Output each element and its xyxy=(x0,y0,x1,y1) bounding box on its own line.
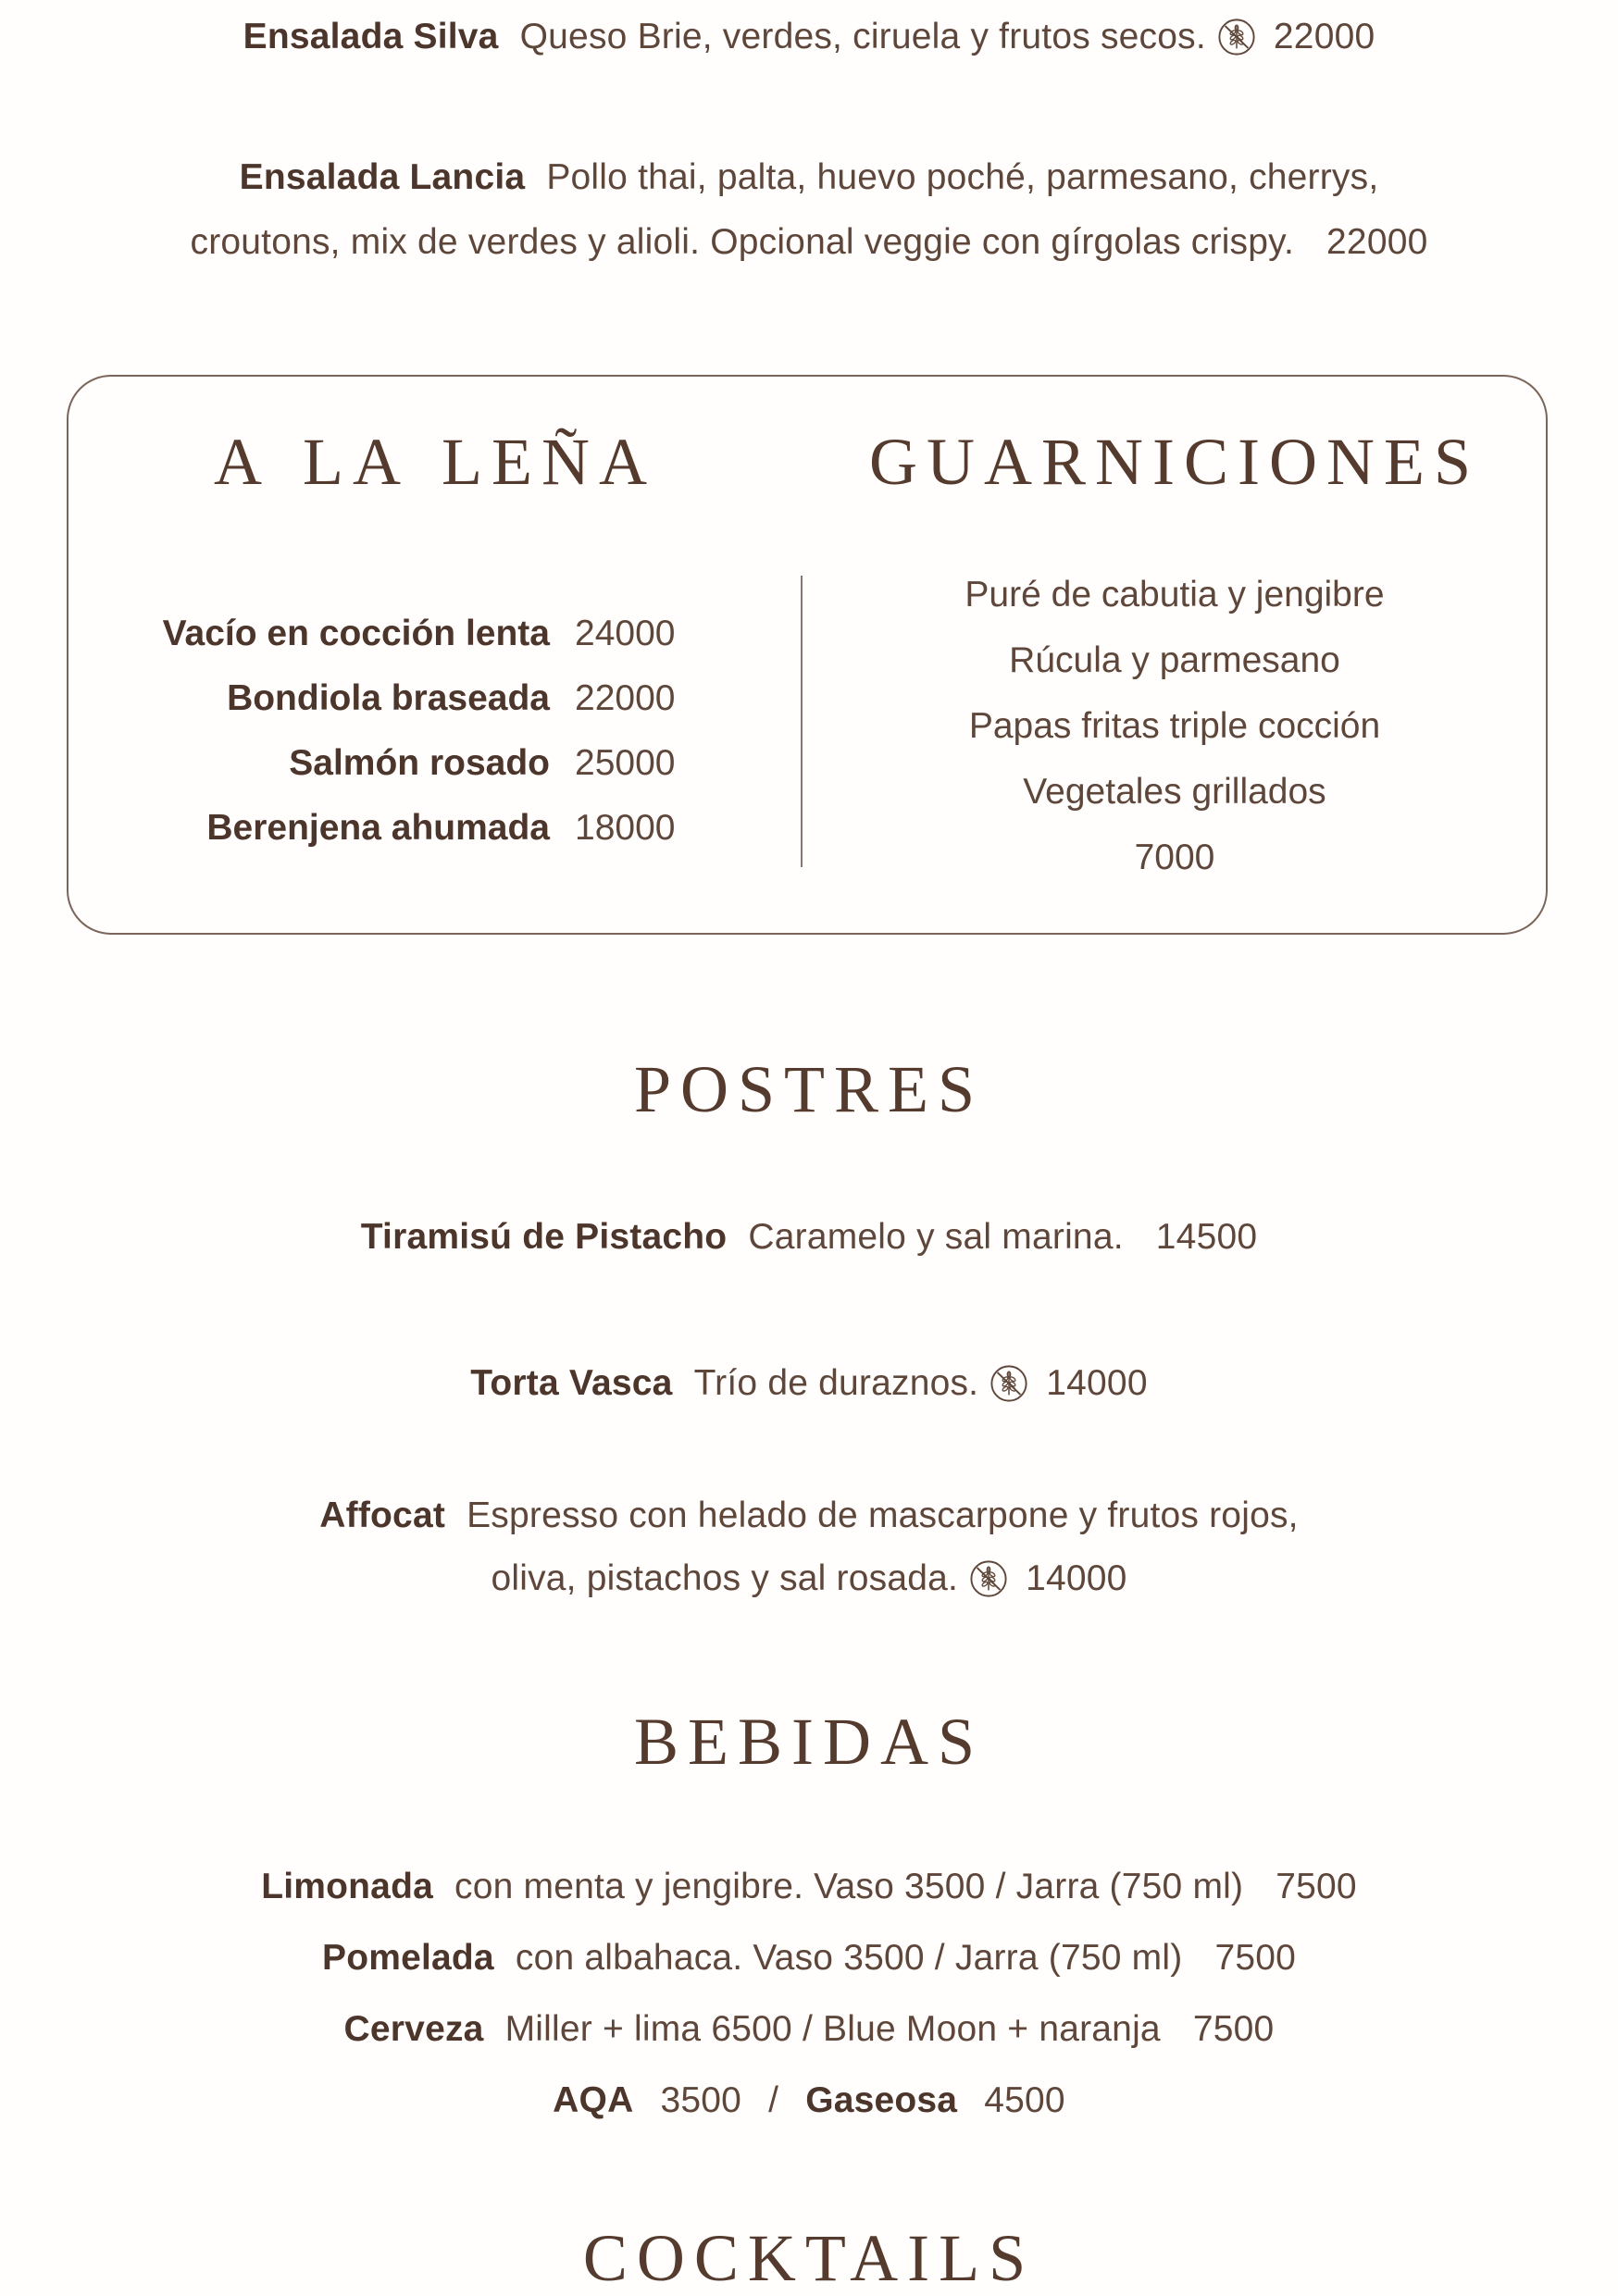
gluten-free-icon xyxy=(969,1556,1008,1619)
bebidas-title: BEBIDAS xyxy=(633,1705,985,1779)
item-description: Trío de duraznos. xyxy=(693,1363,979,1403)
ensalada-silva-line xyxy=(0,11,1618,71)
ensalada-lancia-line1 xyxy=(0,145,1618,210)
limonada-line xyxy=(0,1851,1618,1922)
aqa-gaseosa-line xyxy=(0,2065,1618,2136)
side-item: Vegetales grillados xyxy=(1023,772,1326,812)
item-price: 24000 xyxy=(575,614,676,653)
affocat-block xyxy=(0,1484,1618,1619)
item-description: con albahaca. Vaso 3500 / Jarra (750 ml) xyxy=(515,1938,1183,1978)
item-price: 7500 xyxy=(1214,1938,1296,1978)
item-name: Salmón rosado xyxy=(289,743,550,783)
item-name: Tiramisú de Pistacho xyxy=(360,1217,728,1257)
menu-item-row xyxy=(68,731,802,796)
item-price: 22000 xyxy=(1273,17,1375,56)
a-la-lena-guarniciones-box xyxy=(67,375,1548,935)
item-name: Cerveza xyxy=(343,2009,484,2049)
gluten-free-icon xyxy=(1217,18,1256,71)
item-price: 22000 xyxy=(575,678,676,718)
pomelada-line xyxy=(0,1922,1618,1993)
side-item: Papas fritas triple cocción xyxy=(968,706,1381,746)
item-description: Queso Brie, verdes, ciruela y frutos secos. xyxy=(519,17,1206,56)
item-name: Vacío en cocción lenta xyxy=(162,614,550,653)
item-name: Limonada xyxy=(261,1867,433,1906)
item-name: Ensalada Silva xyxy=(243,17,499,56)
item-price: 14000 xyxy=(1046,1363,1148,1403)
item-price: 18000 xyxy=(575,808,676,848)
item-description: Espresso con helado de mascarpone y frutos rojos, xyxy=(467,1496,1299,1535)
guarniciones-items xyxy=(802,562,1548,890)
item-price: 7500 xyxy=(1276,1867,1357,1906)
item-name: Bondiola braseada xyxy=(227,678,550,718)
item-description: Pollo thai, palta, huevo poché, parmesano, cherrys, xyxy=(546,157,1379,197)
item-name: Ensalada Lancia xyxy=(239,157,526,197)
item-price: 14500 xyxy=(1155,1217,1258,1257)
cerveza-line xyxy=(0,1993,1618,2065)
side-item: Rúcula y parmesano xyxy=(1009,640,1340,680)
item-name: Affocat xyxy=(319,1496,446,1535)
item-price: 22000 xyxy=(1326,222,1428,262)
ensalada-lancia-block xyxy=(0,145,1618,275)
menu-item-row xyxy=(68,666,802,731)
item-name: Gaseosa xyxy=(805,2080,958,2120)
item-name: Torta Vasca xyxy=(470,1363,673,1403)
item-price: 14000 xyxy=(1026,1558,1127,1598)
item-description: Miller + lima 6500 / Blue Moon + naranja xyxy=(504,2009,1161,2049)
guarniciones-title: GUARNICIONES xyxy=(869,425,1480,499)
bebidas-list xyxy=(0,1851,1618,2136)
item-description: croutons, mix de verdes y alioli. Opcional veggie con gírgolas crispy. xyxy=(190,222,1294,262)
a-la-lena-items xyxy=(68,602,802,861)
a-la-lena-title: A LA LEÑA xyxy=(214,425,656,499)
item-description: Caramelo y sal marina. xyxy=(748,1217,1124,1257)
item-price: 25000 xyxy=(575,743,676,783)
side-items-price: 7000 xyxy=(1134,838,1215,877)
item-description: con menta y jengibre. Vaso 3500 / Jarra (750 ml) xyxy=(454,1867,1244,1906)
gluten-free-icon xyxy=(989,1364,1028,1418)
separator: / xyxy=(768,2080,779,2120)
item-description: oliva, pistachos y sal rosada. xyxy=(491,1558,959,1598)
tiramisu-line xyxy=(0,1211,1618,1263)
item-name: AQA xyxy=(553,2080,634,2120)
affocat-line2 xyxy=(0,1547,1618,1619)
item-name: Berenjena ahumada xyxy=(206,808,550,848)
affocat-line1 xyxy=(0,1484,1618,1547)
item-name: Pomelada xyxy=(321,1938,494,1978)
postres-title: POSTRES xyxy=(633,1052,985,1126)
menu-item-row xyxy=(68,796,802,861)
menu-item-row xyxy=(68,602,802,666)
side-item: Puré de cabutia y jengibre xyxy=(965,575,1385,614)
ensalada-lancia-line2 xyxy=(0,210,1618,275)
torta-vasca-line xyxy=(0,1358,1618,1418)
item-price: 4500 xyxy=(984,2080,1065,2120)
cocktails-title: COCKTAILS xyxy=(582,2221,1036,2295)
item-price: 3500 xyxy=(660,2080,742,2120)
item-price: 7500 xyxy=(1192,2009,1275,2049)
